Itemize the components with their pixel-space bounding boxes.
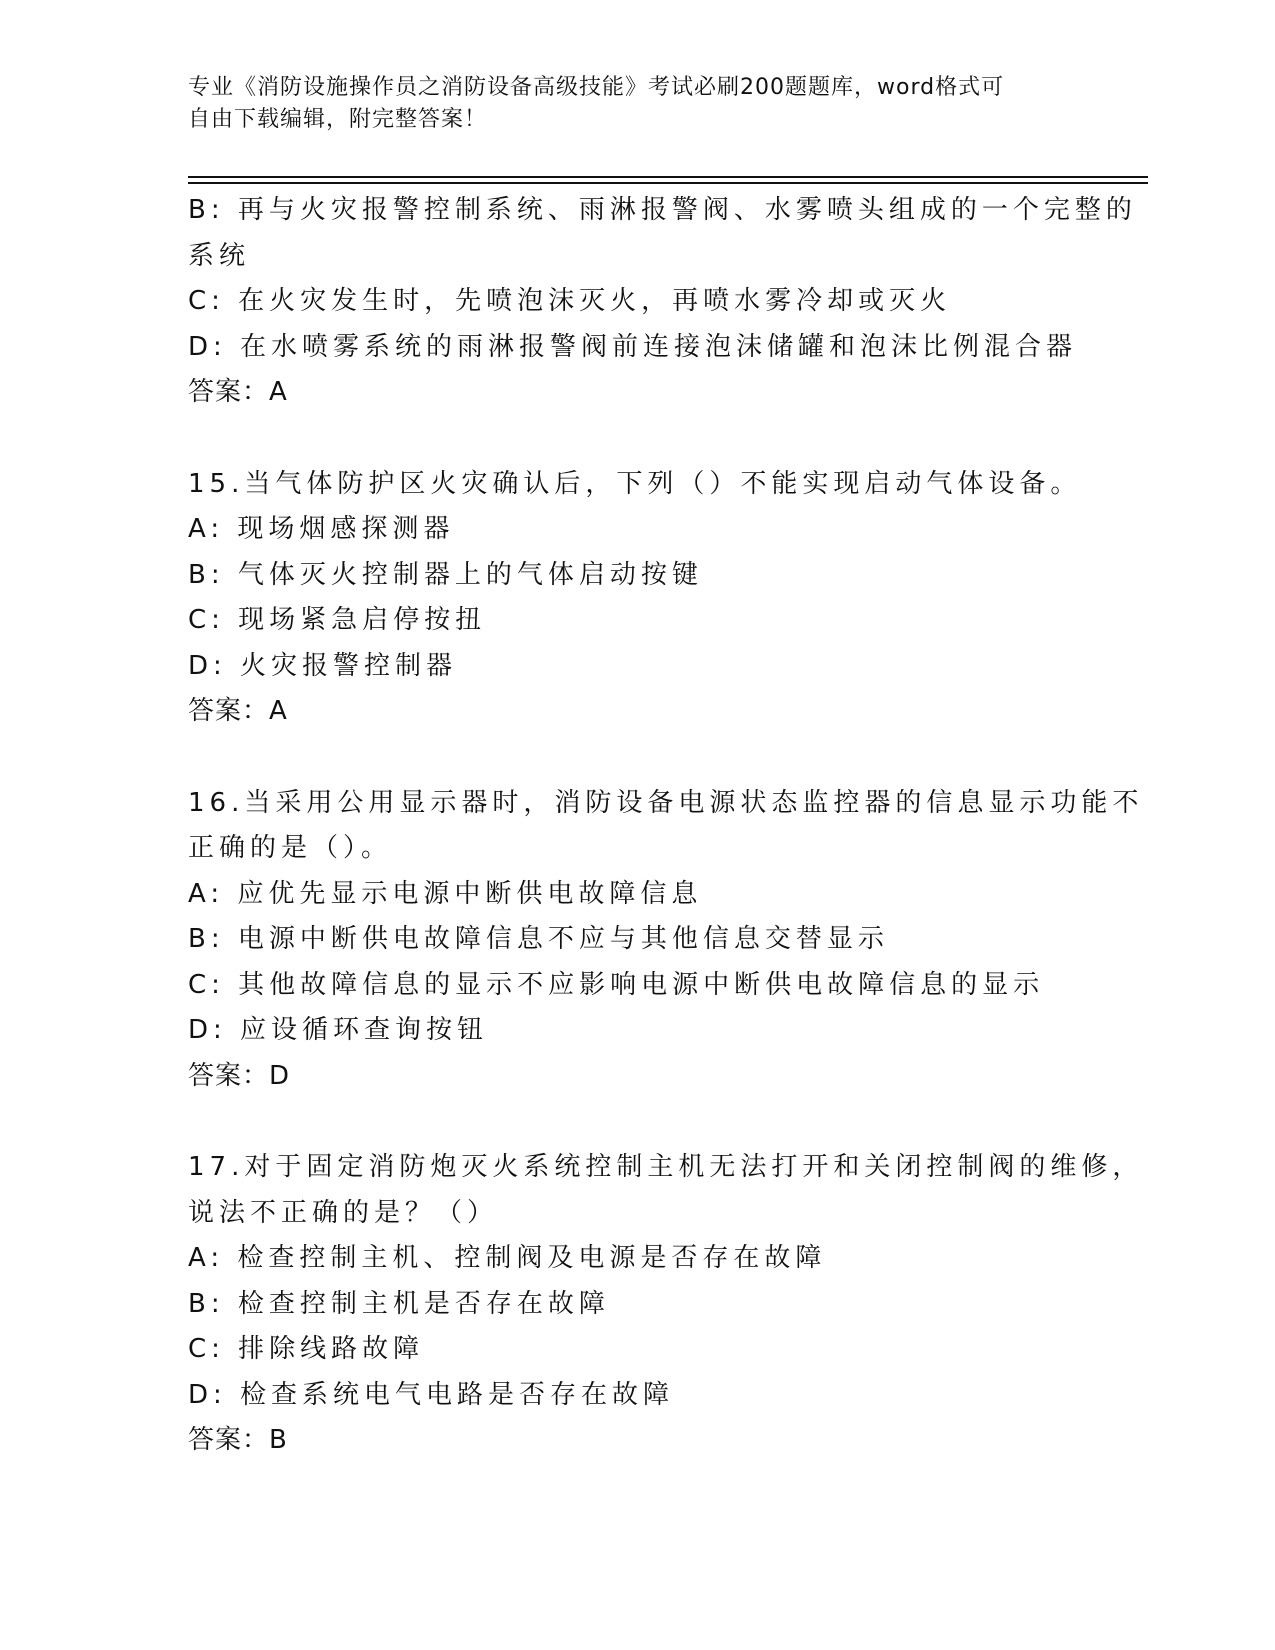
header-divider-top [188,176,1148,178]
question-15 [188,462,1088,735]
answer: 答案：A [188,377,288,407]
answer: 答案：B [188,1425,288,1455]
question-stem-line-2: 正确的是（）。 [188,833,393,863]
header-divider-bottom [188,182,1148,184]
question-16 [188,781,1144,1100]
option-d: D: 在水喷雾系统的雨淋报警阀前连接泡沫储罐和泡沫比例混合器 [188,331,1078,362]
option-c: C: 排除线路故障 [188,1334,425,1364]
option-c: C: 在火灾发生时，先喷泡沫灭火，再喷水雾冷却或灭火 [188,286,952,316]
option-a: A: 现场烟感探测器 [188,514,455,544]
option-a: A: 应优先显示电源中断供电故障信息 [188,878,703,909]
document-body [188,188,1144,1464]
option-b-line-1: B: 再与火灾报警控制系统、雨淋报警阀、水雾喷头组成的一个完整的 [188,195,1137,225]
option-d: D: 火灾报警控制器 [188,650,458,681]
option-d: D: 检查系统电气电路是否存在故障 [188,1379,675,1410]
prev-question-block [188,188,1137,416]
question-stem-line-2: 说法不正确的是？（） [188,1197,499,1228]
answer: 答案：A [188,696,288,726]
header-line-2: 自由下载编辑，附完整答案！ [188,107,488,132]
question-17 [188,1145,1144,1464]
option-a: A: 检查控制主机、控制阀及电源是否存在故障 [188,1243,827,1273]
option-c: C: 现场紧急启停按扭 [188,605,487,635]
answer: 答案：D [188,1060,291,1091]
question-stem-line-1: 17.对于固定消防炮灭火系统控制主机无法打开和关闭控制阀的维修， [188,1152,1144,1182]
question-stem: 15.当气体防护区火灾确认后，下列（）不能实现启动气体设备。 [188,468,1082,499]
document-header [188,72,1088,136]
option-b: B: 电源中断供电故障信息不应与其他信息交替显示 [188,924,889,954]
option-b: B: 气体灭火控制器上的气体启动按键 [188,559,703,590]
option-b-line-2: 系统 [188,240,251,271]
question-stem-line-1: 16.当采用公用显示器时，消防设备电源状态监控器的信息显示功能不 [188,787,1144,818]
header-line-1: 专业《消防设施操作员之消防设备高级技能》考试必刷200题题库，word格式可 [188,75,1005,100]
option-b: B: 检查控制主机是否存在故障 [188,1288,610,1319]
option-c: C: 其他故障信息的显示不应影响电源中断供电故障信息的显示 [188,969,1045,1000]
option-d: D: 应设循环查询按钮 [188,1015,489,1045]
